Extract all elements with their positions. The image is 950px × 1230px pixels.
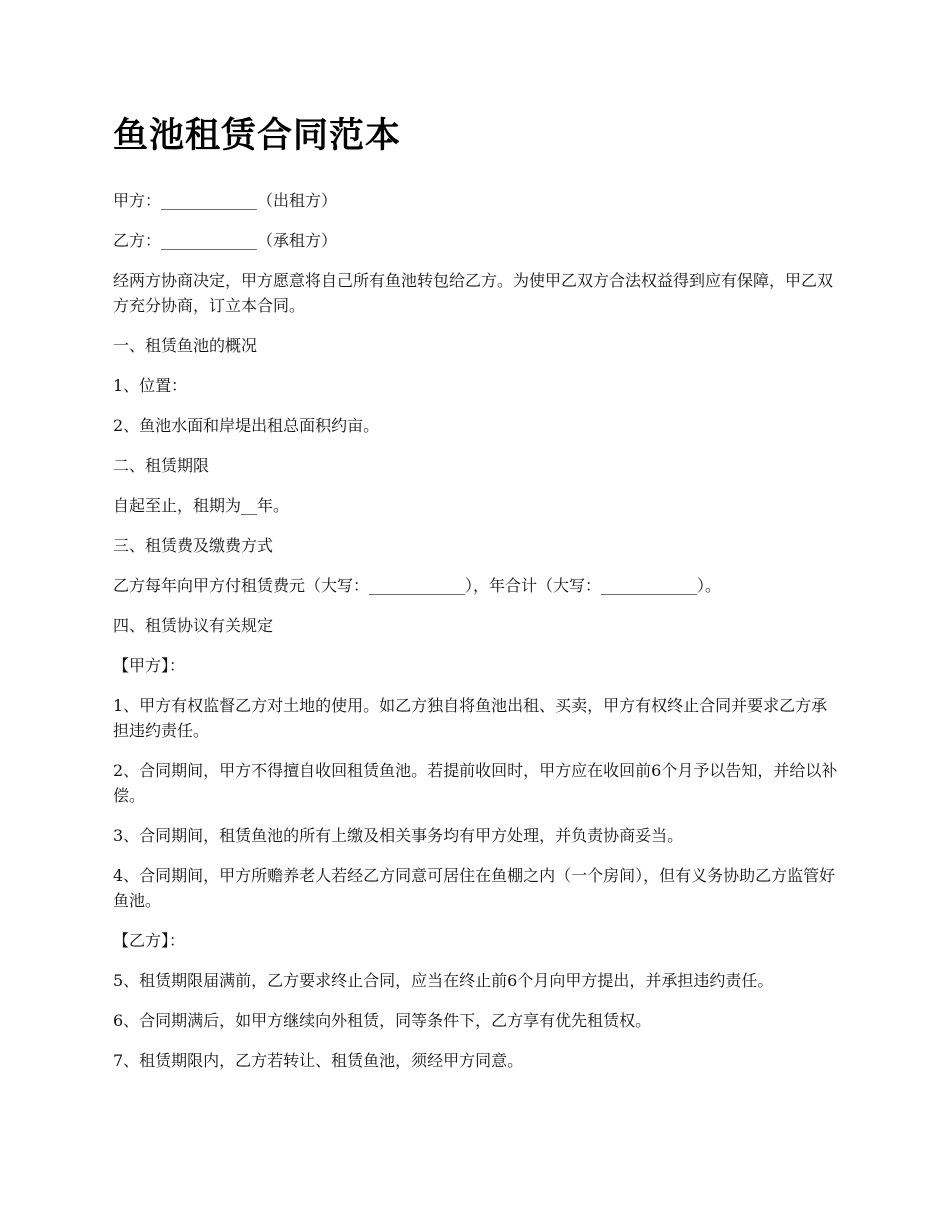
party-a-line: 甲方：____________（出租方） xyxy=(113,191,338,210)
section-heading-3: 三、租赁费及缴费方式 xyxy=(113,536,274,555)
party-b-line: 乙方：____________（承租方） xyxy=(113,231,338,250)
clause-6: 6、合同期满后，如甲方继续向外租赁，同等条件下，乙方享有优先租赁权。 xyxy=(113,1011,652,1030)
clause-area: 2、鱼池水面和岸堤出租总面积约亩。 xyxy=(113,416,380,435)
clause-2: 2、合同期间，甲方不得擅自收回租赁鱼池。若提前收回时，甲方应在收回前6个月予以告知，并给以补偿。 xyxy=(113,761,838,805)
clause-fee: 乙方每年向甲方付租赁费元（大写：____________），年合计（大写：____________）。 xyxy=(113,576,722,595)
document-title: 鱼池租赁合同范本 xyxy=(113,116,402,156)
section-heading-1: 一、租赁鱼池的概况 xyxy=(113,336,258,355)
preamble-paragraph: 经两方协商决定，甲方愿意将自己所有鱼池转包给乙方。为使甲乙双方合法权益得到应有保障，甲乙双方充分协商，订立本合同。 xyxy=(113,271,834,315)
party-a-heading: 【甲方】： xyxy=(113,656,186,675)
clause-4: 4、合同期间，甲方所赡养老人若经乙方同意可居住在鱼棚之内（一个房间），但有义务协助乙方监管好鱼池。 xyxy=(113,866,836,910)
document-body xyxy=(113,112,843,1088)
party-b-heading: 【乙方】： xyxy=(113,931,186,950)
clause-7: 7、租赁期限内，乙方若转让、租赁鱼池，须经甲方同意。 xyxy=(113,1051,524,1070)
clause-5: 5、租赁期限届满前，乙方要求终止合同，应当在终止前6个月向甲方提出，并承担违约责任。 xyxy=(113,971,774,990)
clause-term: 自起至止，租期为__年。 xyxy=(113,496,290,515)
section-heading-2: 二、租赁期限 xyxy=(113,456,210,475)
clause-1: 1、甲方有权监督乙方对土地的使用。如乙方独自将鱼池出租、买卖，甲方有权终止合同并要求乙方承担违约责任。 xyxy=(113,696,828,740)
clause-location: 1、位置： xyxy=(113,376,188,395)
clause-3: 3、合同期间，租赁鱼池的所有上缴及相关事务均有甲方处理，并负责协商妥当。 xyxy=(113,826,684,845)
section-heading-4: 四、租赁协议有关规定 xyxy=(113,616,274,635)
